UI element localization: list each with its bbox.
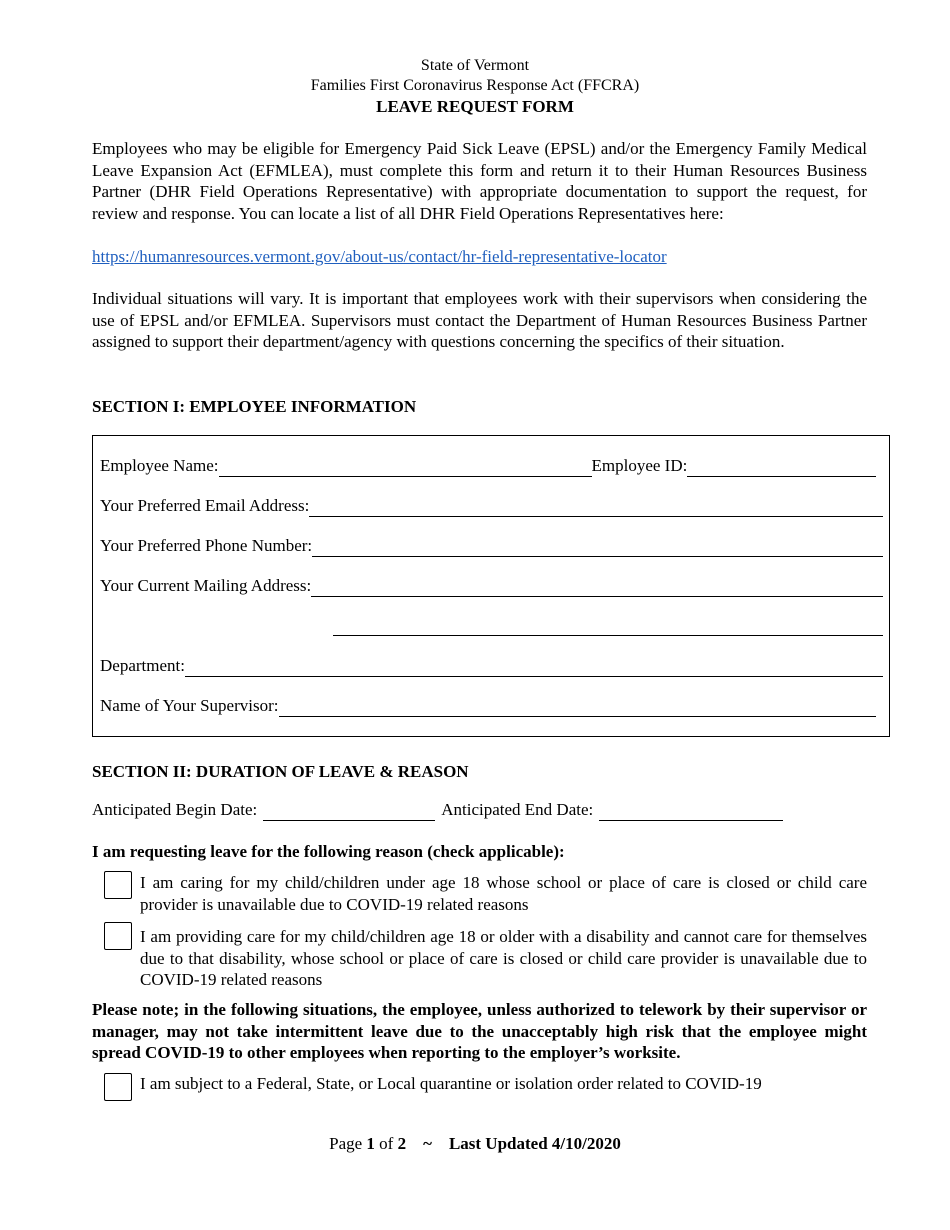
dates-row <box>92 799 783 821</box>
reason-checkbox-child-disability[interactable] <box>104 922 132 950</box>
mailing-address-label: Your Current Mailing Address: <box>100 576 312 595</box>
email-label: Your Preferred Email Address: <box>100 496 310 515</box>
employee-name-label: Employee Name: <box>100 456 219 475</box>
header-act: Families First Coronavirus Response Act (FFCRA) <box>310 77 640 94</box>
email-row <box>100 495 883 517</box>
mailing-address-row <box>100 575 883 597</box>
employee-id-field[interactable] <box>687 461 876 477</box>
footer-of-word: of <box>379 1134 394 1153</box>
mailing-address-field[interactable] <box>311 581 883 597</box>
reason-option-quarantine: I am subject to a Federal, State, or Local quarantine or isolation order related to COVID-19 <box>140 1074 762 1093</box>
section1-title: SECTION I: EMPLOYEE INFORMATION <box>92 397 417 416</box>
intro-paragraph: Employees who may be eligible for Emergency Paid Sick Leave (EPSL) and/or the Emergency Family Medical Leave Expansion Act (EFMLEA), must complete this form and return it to their Human Resources Business Partner (DHR Field Operations Representative) with appropriate documentation to support the request, for review and response. You can locate a list of all DHR Field Operations Representatives here: <box>92 139 867 223</box>
reason-heading: I am requesting leave for the following reason (check applicable): <box>92 842 565 861</box>
footer-page-number: 1 <box>366 1134 375 1153</box>
supervisor-label: Name of Your Supervisor: <box>100 696 279 715</box>
begin-date-label: Anticipated Begin Date: <box>92 800 258 819</box>
mailing-address-field-line2[interactable] <box>333 620 883 636</box>
footer-separator: ~ <box>423 1134 432 1153</box>
field-representative-link[interactable]: https://humanresources.vermont.gov/about-us/contact/hr-field-representative-locator <box>92 247 667 266</box>
employee-name-row <box>100 455 876 477</box>
department-field[interactable] <box>185 661 883 677</box>
department-row <box>100 655 883 677</box>
supervisor-row <box>100 695 876 717</box>
footer-page-word: Page <box>329 1134 363 1153</box>
section2-title: SECTION II: DURATION OF LEAVE & REASON <box>92 762 469 781</box>
end-date-label: Anticipated End Date: <box>441 800 594 819</box>
employee-id-label: Employee ID: <box>591 456 688 475</box>
footer-last-updated: Last Updated 4/10/2020 <box>448 1134 621 1153</box>
end-date-field[interactable] <box>599 805 783 821</box>
header-state: State of Vermont <box>420 57 530 74</box>
page-footer <box>0 1133 950 1155</box>
phone-label: Your Preferred Phone Number: <box>100 536 313 555</box>
email-field[interactable] <box>309 501 883 517</box>
reason-checkbox-quarantine[interactable] <box>104 1073 132 1101</box>
footer-page-total: 2 <box>397 1134 407 1153</box>
intermittent-leave-note: Please note; in the following situations, the employee, unless authorized to telework by their supervisor or manager, may not take intermittent leave due to the unacceptably high risk that the employee might spread COVID-19 to other employees when reporting to the employer’s worksite. <box>92 1000 867 1062</box>
phone-field[interactable] <box>312 541 883 557</box>
employee-name-field[interactable] <box>219 461 592 477</box>
phone-row <box>100 535 883 557</box>
reason-option-child-disability: I am providing care for my child/children age 18 or older with a disability and cannot care for themselves due to that disability, whose school or place of care is closed or child care provider is unavailable due to COVID-19 related reasons <box>140 927 867 989</box>
guidance-paragraph: Individual situations will vary. It is important that employees work with their supervisors when considering the use of EPSL and/or EFMLEA. Supervisors must contact the Department of Human Resources Business Partner assigned to support their department/agency with questions concerning the specifics of their situation. <box>92 289 867 351</box>
department-label: Department: <box>100 656 185 675</box>
page-title: LEAVE REQUEST FORM <box>376 97 574 116</box>
reason-checkbox-child-under-18[interactable] <box>104 871 132 899</box>
reason-option-child-under-18: I am caring for my child/children under age 18 whose school or place of care is closed or child care provider is unavailable due to COVID-19 related reasons <box>140 873 867 914</box>
begin-date-field[interactable] <box>263 805 435 821</box>
supervisor-field[interactable] <box>279 701 877 717</box>
